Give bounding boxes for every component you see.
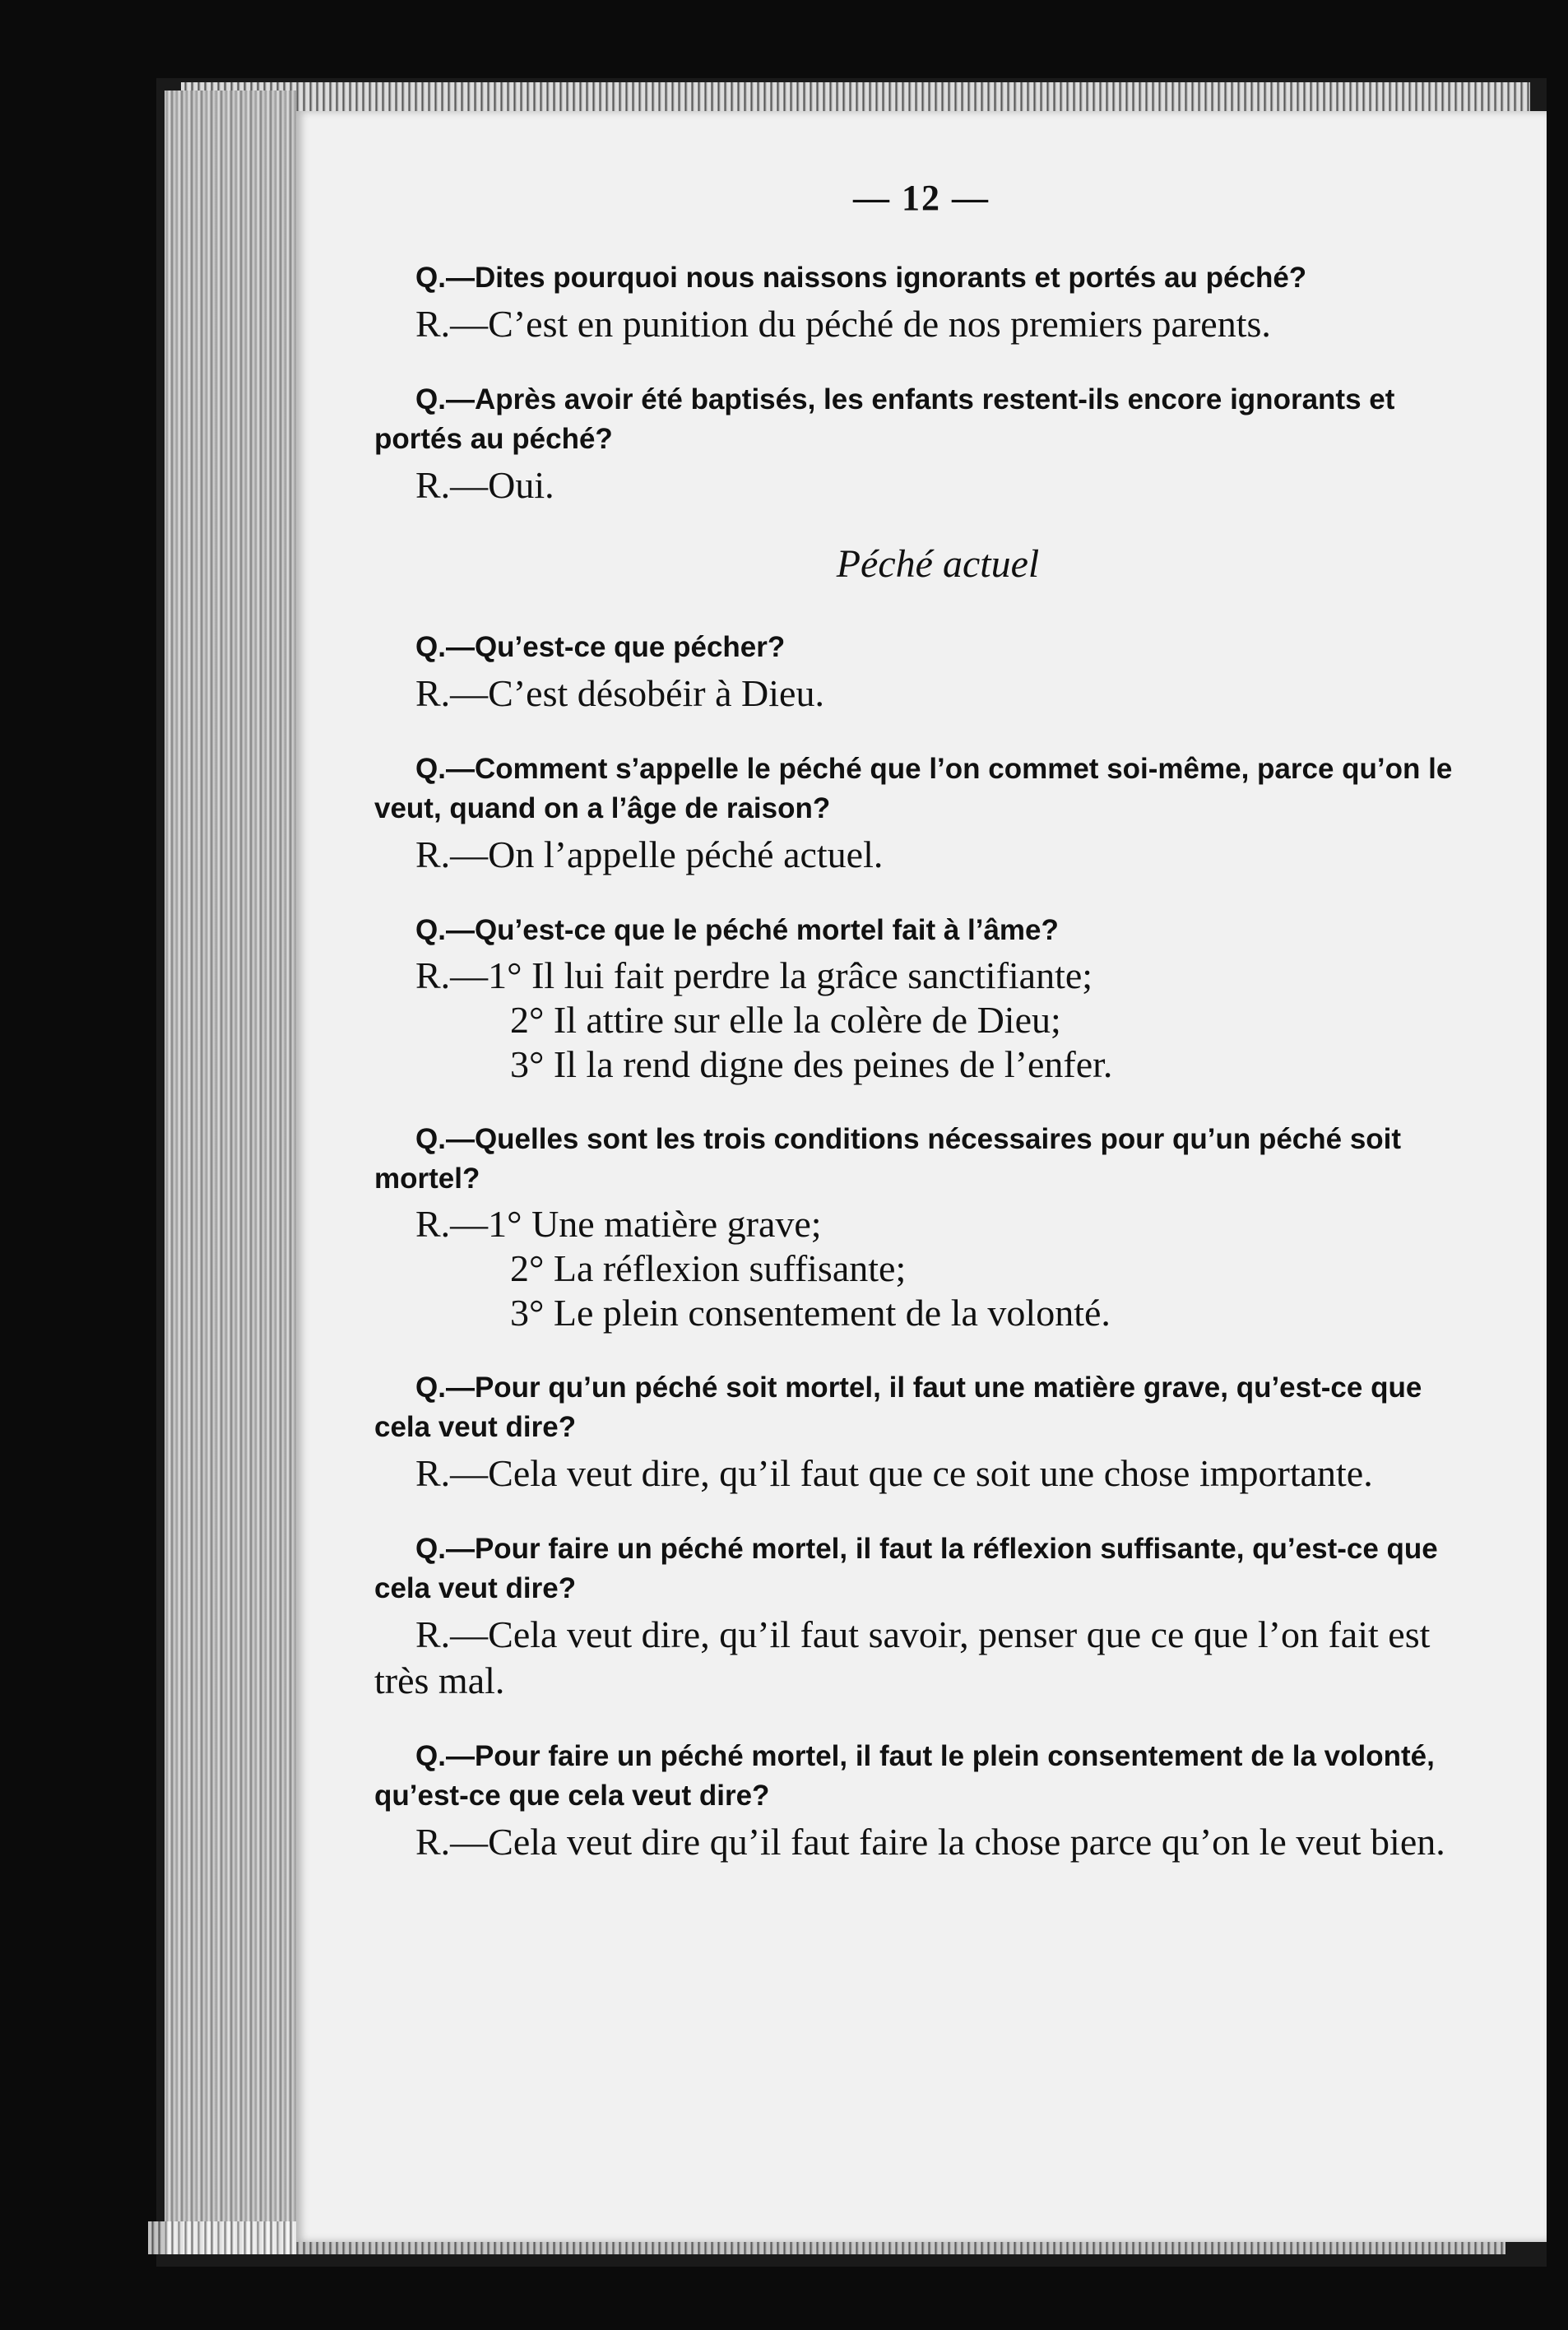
answer-list — [374, 1202, 1468, 1335]
answer-line: 2° La réflexion suffisante; — [510, 1247, 907, 1289]
question: Q.—Après avoir été baptisés, les enfants restent-ils encore ignorants et portés au péché? — [374, 383, 1395, 455]
answer: R.—Cela veut dire, qu’il faut que ce soit une chose importante. — [415, 1452, 1373, 1494]
qa-item — [374, 911, 1468, 1087]
question: Q.—Pour qu’un péché soit mortel, il faut une matière grave, qu’est-ce que cela veut dire? — [374, 1372, 1422, 1443]
question: Q.—Pour faire un péché mortel, il faut le plein consentement de la volonté, qu’est-ce que cela veut dire? — [374, 1740, 1435, 1812]
answer-line: R.—1° Une matière grave; — [415, 1203, 822, 1245]
answer-line: R.—1° Il lui fait perdre la grâce sanctifiante; — [415, 954, 1093, 996]
answer: R.—Oui. — [415, 464, 554, 506]
answer-line: 3° Le plein consentement de la volonté. — [510, 1292, 1111, 1334]
question: Q.—Qu’est-ce que pécher? — [415, 631, 786, 663]
question: Q.—Qu’est-ce que le péché mortel fait à l’âme? — [415, 914, 1059, 946]
qa-item — [374, 628, 1468, 717]
answer-list — [374, 954, 1468, 1087]
answer-line: 3° Il la rend digne des peines de l’enfer. — [510, 1043, 1113, 1085]
qa-item — [374, 1737, 1468, 1865]
page-content — [374, 177, 1468, 1898]
answer: R.—On l’appelle péché actuel. — [415, 833, 884, 875]
answer: R.—Cela veut dire, qu’il faut savoir, penser que ce que l’on fait est très mal. — [374, 1613, 1431, 1701]
book-page — [296, 111, 1547, 2242]
book-edge-left — [165, 91, 296, 2254]
section-heading: Péché actuel — [836, 542, 1040, 586]
question: Q.—Dites pourquoi nous naissons ignorants et portés au péché? — [415, 262, 1307, 294]
qa-item — [374, 1120, 1468, 1335]
answer: R.—C’est désobéir à Dieu. — [415, 672, 824, 714]
answer-line: 2° Il attire sur elle la colère de Dieu; — [510, 999, 1061, 1041]
qa-item — [374, 750, 1468, 878]
qa-item — [374, 258, 1468, 347]
qa-item — [374, 1529, 1468, 1704]
question: Q.—Pour faire un péché mortel, il faut la réflexion suffisante, qu’est-ce que cela veut dire? — [374, 1533, 1438, 1604]
question: Q.—Quelles sont les trois conditions nécessaires pour qu’un péché soit mortel? — [374, 1123, 1402, 1195]
qa-item — [374, 1368, 1468, 1497]
page-number: — 12 — — [853, 178, 990, 218]
answer: R.—Cela veut dire qu’il faut faire la chose parce qu’on le veut bien. — [415, 1821, 1445, 1863]
answer: R.—C’est en punition du péché de nos premiers parents. — [415, 303, 1271, 345]
qa-item — [374, 380, 1468, 508]
question: Q.—Comment s’appelle le péché que l’on commet soi-même, parce qu’on le veut, quand on a l’âge de raison? — [374, 753, 1453, 824]
